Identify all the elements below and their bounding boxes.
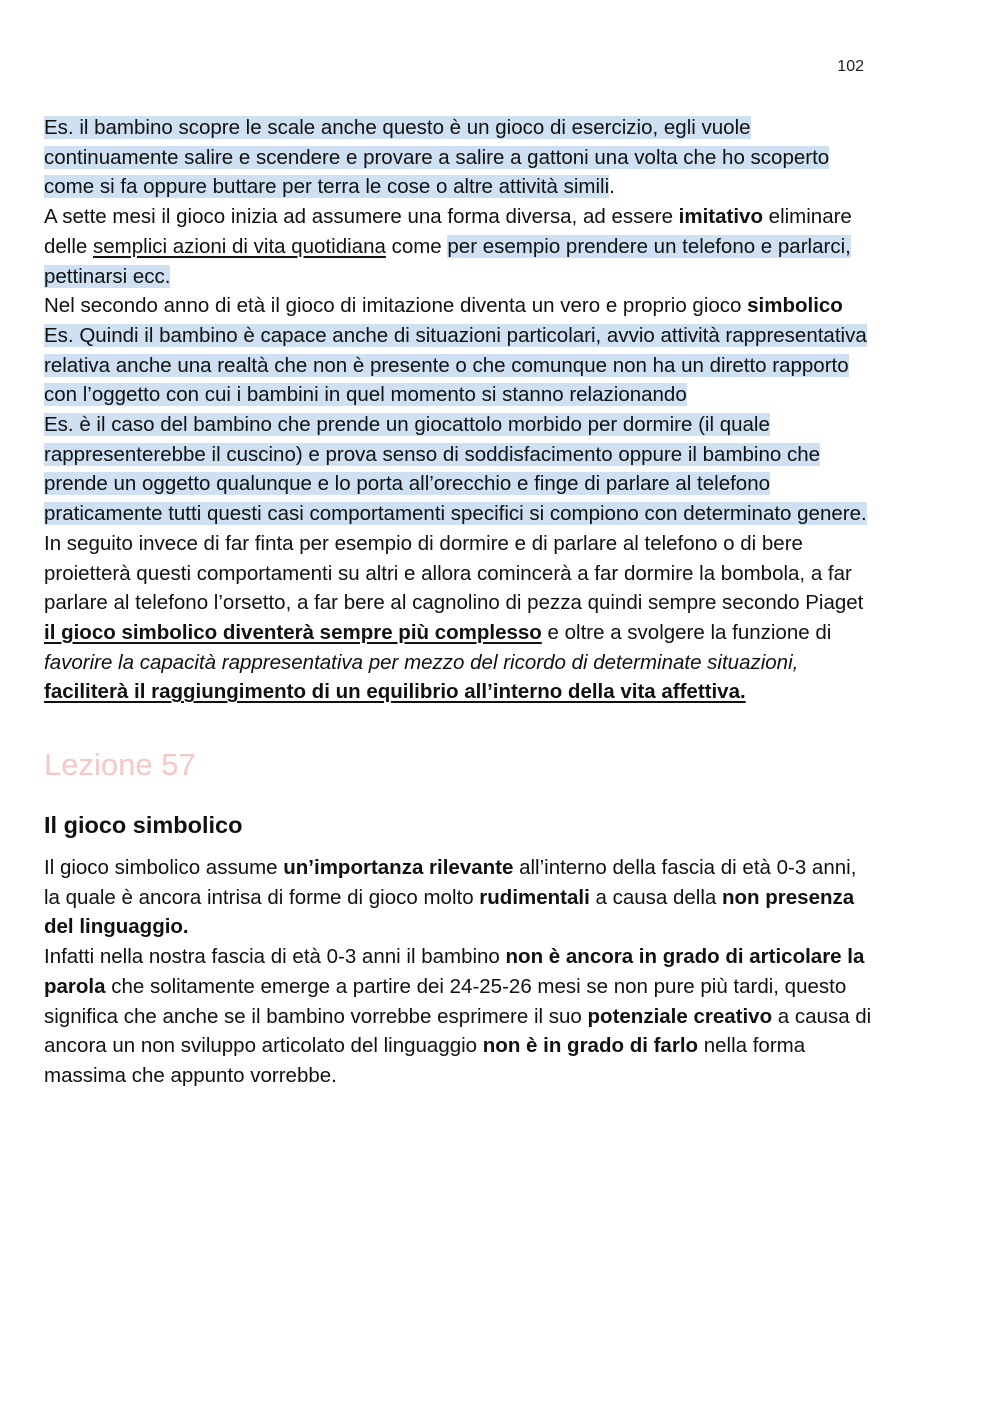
bold-underlined-phrase: faciliterà il raggiungimento di un equilibrio all’interno della vita affettiva. [44, 680, 746, 704]
highlighted-text: Es. il bambino scopre le scale anche questo è un gioco di esercizio, egli vuole continuamente salire e scendere e provare a salire a gattoni una volta che ho scoperto come si fa oppure buttare per terra le cose o altre attività simili [44, 116, 830, 199]
bold-phrase: potenziale creativo [587, 1004, 773, 1028]
document-body [44, 113, 874, 1091]
bold-phrase: non è ancora in grado di articolare la parola [44, 945, 865, 998]
text-run: nella forma massima che appunto vorrebbe. [44, 1034, 806, 1087]
period: . [609, 175, 615, 199]
text-run: Il gioco simbolico assume [44, 856, 284, 880]
text-run: eliminare delle [44, 205, 852, 258]
paragraph-piaget [44, 529, 874, 707]
text-run: come [385, 234, 448, 258]
italic-phrase: favorire la capacità rappresentativa per mezzo del ricordo di determinate situazioni, [44, 650, 799, 674]
text-run: e oltre a svolgere la funzione di [541, 620, 832, 644]
text-run: a causa di ancora un non sviluppo articolato del linguaggio [44, 1004, 872, 1058]
paragraph-soft-toy-example [44, 410, 874, 529]
text-run: a causa della [589, 885, 722, 909]
highlighted-text: per esempio prendere un telefono e parlarci, pettinarsi ecc. [44, 234, 851, 288]
lesson-title: Lezione 57 [44, 747, 196, 783]
highlighted-text: Es. Quindi il bambino è capace anche di situazioni particolari, avvio attività rappresentativa relativa anche una realtà che non è presente o che comunque non ha un diretto rapporto con l’oggetto con cui i bambini in quel momento si stanno relazionando [44, 323, 867, 407]
paragraph-language-development [44, 942, 874, 1091]
text-run: all’interno della fascia di età 0-3 anni, la quale è ancora intrisa di forme di gioco molto [44, 856, 857, 909]
bold-phrase: rudimentali [479, 885, 590, 909]
section-title: Il gioco simbolico [44, 812, 243, 839]
paragraph-importance [44, 853, 874, 942]
bold-phrase: non presenza del linguaggio. [44, 885, 855, 939]
text-run: A sette mesi il gioco inizia ad assumere una forma diversa, ad essere [44, 205, 679, 229]
bold-term-simbolico: simbolico [747, 294, 843, 318]
underlined-phrase: semplici azioni di vita quotidiana [93, 234, 386, 258]
highlighted-text: Es. è il caso del bambino che prende un giocattolo morbido per dormire (il quale rappresenterebbe il cuscino) e prova senso di soddisfacimento oppure il bambino che prende un oggetto qualunque e lo porta all’orecchio e finge di parlare al telefono praticamente tutti questi casi comportamenti specifici si compiono con determinato genere. [44, 413, 867, 526]
section-body [44, 853, 874, 1091]
paragraph-stairs-example [44, 113, 874, 202]
bold-term-imitativo: imitativo [678, 205, 763, 229]
text-run: che solitamente emerge a partire dei 24-25-26 mesi se non pure più tardi, questo significa che anche se il bambino vorrebbe esprimere il suo [44, 974, 847, 1028]
page-number: 102 [837, 58, 864, 75]
paragraph-representative-activity [44, 321, 874, 410]
text-run: Nel secondo anno di età il gioco di imitazione diventa un vero e proprio gioco [44, 294, 748, 318]
paragraph-second-year [44, 291, 874, 321]
paragraph-imitative-play [44, 202, 874, 291]
bold-phrase: non è in grado di farlo [482, 1034, 699, 1058]
bold-phrase: un’importanza rilevante [283, 856, 514, 880]
text-run: In seguito invece di far finta per esempio di dormire e di parlare al telefono o di bere proietterà questi comportamenti su altri e allora comincerà a far dormire la bombola, a far parlare al telefono l’orsetto, a far bere al cagnolino di pezza quindi sempre secondo Piaget [44, 531, 864, 615]
text-run: Infatti nella nostra fascia di età 0-3 anni il bambino [44, 945, 506, 969]
bold-underlined-phrase: il gioco simbolico diventerà sempre più complesso [44, 620, 542, 644]
